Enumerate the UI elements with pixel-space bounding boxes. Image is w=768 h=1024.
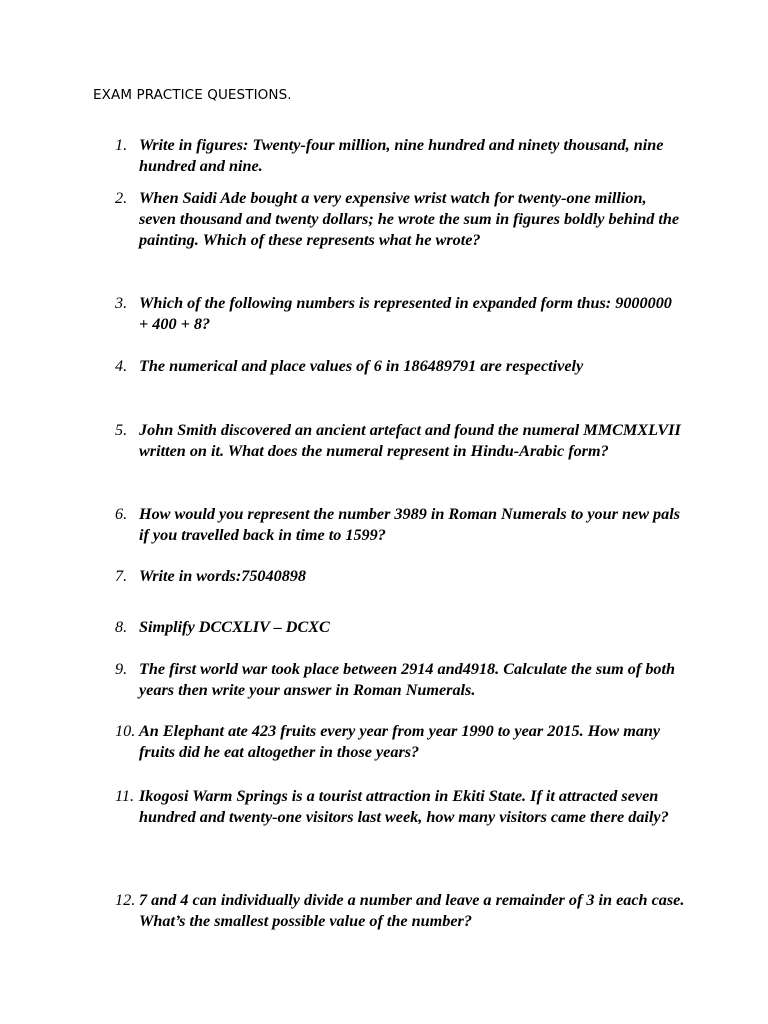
question-number: 12. bbox=[115, 891, 136, 909]
question-item bbox=[115, 135, 685, 177]
question-number: 1. bbox=[115, 136, 128, 154]
question-text: How would you represent the number 3989 in Roman Numerals to your new pals if you travelled back in time to 1599? bbox=[139, 505, 681, 544]
question-item bbox=[115, 420, 685, 462]
question-text: Which of the following numbers is represented in expanded form thus: 9000000 + 400 + 8? bbox=[139, 294, 672, 333]
question-item bbox=[115, 356, 685, 377]
question-number: 8. bbox=[115, 618, 128, 636]
question-item bbox=[115, 659, 685, 701]
question-item bbox=[115, 504, 685, 546]
question-text: Write in figures: Twenty-four million, nine hundred and ninety thousand, nine hundred and nine. bbox=[139, 136, 664, 175]
question-item bbox=[115, 188, 685, 251]
question-number: 11. bbox=[115, 787, 135, 805]
question-item bbox=[115, 786, 685, 828]
question-number: 3. bbox=[115, 294, 128, 312]
question-text: When Saidi Ade bought a very expensive wrist watch for twenty-one million, seven thousand and twenty dollars; he wrote the sum in figures boldly behind the painting. Which of these represents what he wrote? bbox=[139, 189, 680, 249]
question-number: 6. bbox=[115, 505, 128, 523]
question-text: The numerical and place values of 6 in 186489791 are respectively bbox=[139, 357, 584, 375]
question-item bbox=[115, 721, 685, 763]
question-text: John Smith discovered an ancient artefact and found the numeral MMCMXLVII written on it. What does the numeral represent in Hindu-Arabic form? bbox=[139, 421, 681, 460]
question-text: Simplify DCCXLIV – DCXC bbox=[139, 618, 330, 636]
question-item bbox=[115, 890, 685, 932]
question-number: 4. bbox=[115, 357, 128, 375]
question-item bbox=[115, 566, 685, 587]
question-number: 9. bbox=[115, 660, 128, 678]
page-heading: EXAM PRACTICE QUESTIONS. bbox=[93, 87, 292, 103]
question-text: 7 and 4 can individually divide a number and leave a remainder of 3 in each case. What’s the smallest possible value of the number? bbox=[139, 891, 685, 930]
question-number: 5. bbox=[115, 421, 128, 439]
question-text: Write in words:75040898 bbox=[139, 567, 306, 585]
question-item bbox=[115, 293, 685, 335]
question-number: 10. bbox=[115, 722, 136, 740]
question-item bbox=[115, 617, 685, 638]
question-number: 7. bbox=[115, 567, 128, 585]
question-number: 2. bbox=[115, 189, 128, 207]
question-text: The first world war took place between 2914 and4918. Calculate the sum of both years then write your answer in Roman Numerals. bbox=[139, 660, 676, 699]
question-text: Ikogosi Warm Springs is a tourist attraction in Ekiti State. If it attracted seven hundred and twenty-one visitors last week, how many visitors came there daily? bbox=[139, 787, 669, 826]
question-text: An Elephant ate 423 fruits every year from year 1990 to year 2015. How many fruits did he eat altogether in those years? bbox=[139, 722, 661, 761]
